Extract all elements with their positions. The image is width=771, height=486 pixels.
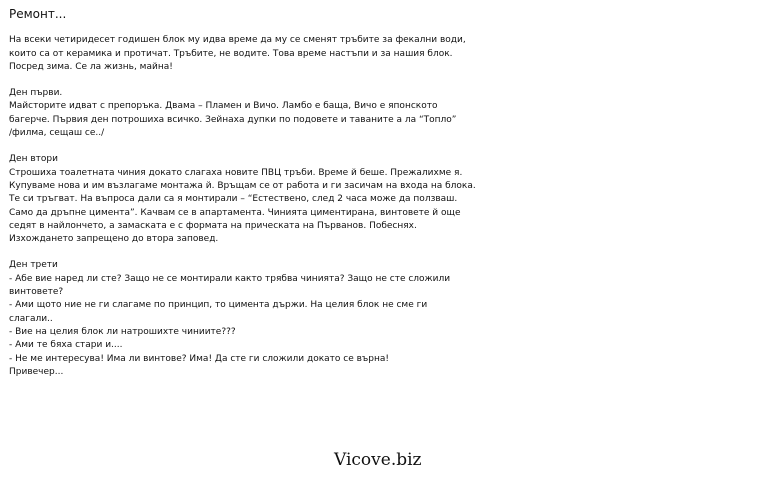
site-watermark: Vicove.biz xyxy=(334,450,422,470)
text-line: /филма, сещаш се../ xyxy=(9,128,105,139)
text-line: - Вие на целия блок ли натрошихте чиниите??? xyxy=(9,326,236,337)
text-line: Привечер... xyxy=(9,366,64,377)
text-line: - Ами щото ние не ги слагаме по принцип, то цимента държи. На целия блок не сме ги xyxy=(9,300,428,311)
text-line: седят в найлончето, а замаската е с формата на прическата на Първанов. Побеснях. xyxy=(9,220,417,231)
text-line: Изхождането запрещено до втора заповед. xyxy=(9,234,219,245)
article-title: Ремонт... xyxy=(9,7,67,21)
paragraph-intro xyxy=(9,34,764,74)
paragraph-day-two xyxy=(9,153,764,246)
paragraph-day-one xyxy=(9,87,764,140)
text-line: - Не ме интересува! Има ли винтове? Има! Да сте ги сложили докато се върна! xyxy=(9,353,389,364)
text-line: - Абе вие наред ли сте? Защо не се монтирали както трябва чинията? Защо не сте сложили xyxy=(9,273,451,284)
text-line: багерче. Първия ден потрошиха всичко. Зейнаха дупки по подовете и таваните а ла “Топло” xyxy=(9,114,457,125)
section-heading: Ден втори xyxy=(9,154,58,165)
text-line: винтовете? xyxy=(9,287,64,298)
text-line: Посред зима. Се ла жизнь, майна! xyxy=(9,61,173,72)
section-heading: Ден първи. xyxy=(9,88,63,99)
text-line: Само да дръпне цимента”. Качвам се в апартамента. Чинията циментирана, винтовете й още xyxy=(9,207,461,218)
text-line: - Ами те бяха стари и.... xyxy=(9,340,123,351)
text-line: Майсторите идват с препоръка. Двама – Пламен и Вичо. Ламбо е баща, Вичо е японското xyxy=(9,101,438,112)
text-line: На всеки четиридесет годишен блок му идва време да му се сменят тръбите за фекални води, xyxy=(9,35,466,46)
article xyxy=(9,8,764,392)
text-line: Строшиха тоалетната чиния докато слагаха новите ПВЦ тръби. Време й беше. Прежалихме я. xyxy=(9,167,463,178)
paragraph-day-three xyxy=(9,259,764,379)
text-line: слагали.. xyxy=(9,313,53,324)
section-heading: Ден трети xyxy=(9,260,58,271)
text-line: Купуваме нова и им възлагаме монтажа й. Връщам се от работа и ги засичам на входа на блока. xyxy=(9,180,476,191)
text-line: Те си тръгват. На въпроса дали са я монтирали – “Естествено, след 2 часа може да ползваш. xyxy=(9,194,458,205)
text-line: които са от керамика и протичат. Тръбите, не водите. Това време настъпи и за нашия блок. xyxy=(9,48,453,59)
